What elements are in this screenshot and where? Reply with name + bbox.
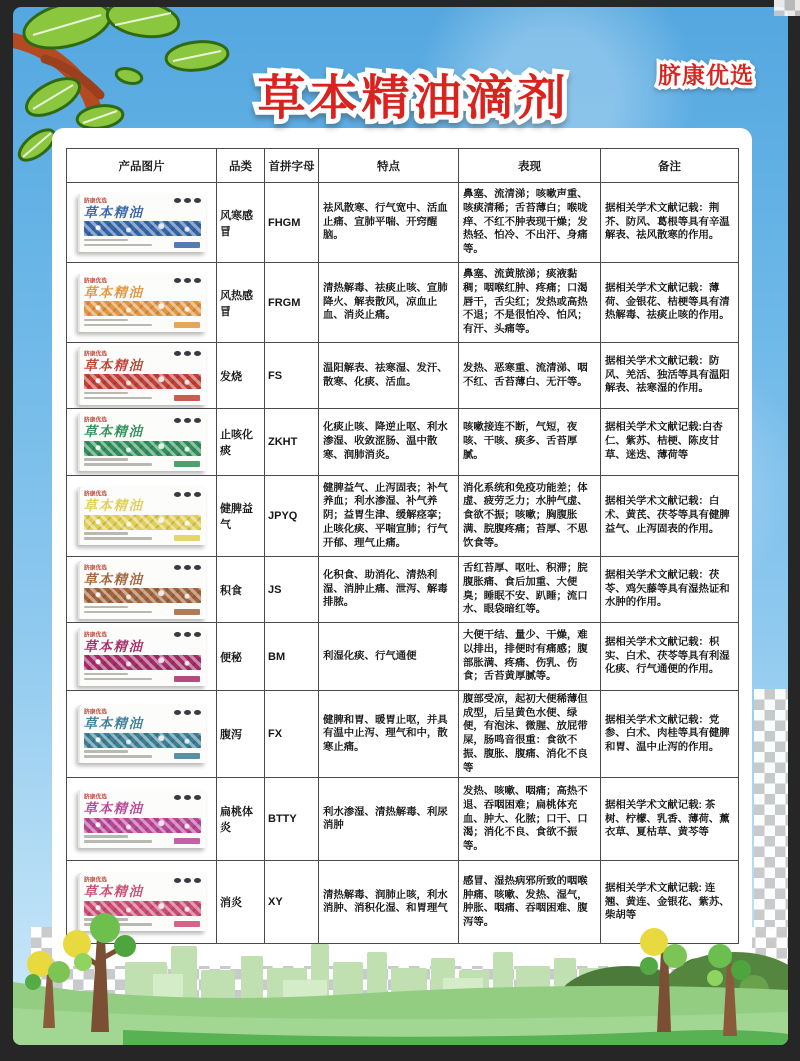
product-box-name: 草本精油 — [83, 571, 144, 587]
table-row — [67, 183, 739, 263]
symptoms-cell: 鼻塞、流黄脓涕；痰液黏稠；咽喉红肿、疼痛；口渴唇干，舌尖红；发热或高热不退；不是很怕冷、怕风；有汗、头痛等。 — [459, 263, 601, 343]
poster-background — [13, 7, 788, 1045]
product-box-ribbon — [174, 676, 200, 682]
product-box-name: 草本精油 — [83, 284, 144, 300]
table-row — [67, 623, 739, 691]
product-box-ribbon — [174, 322, 200, 328]
product-box-dots-icon — [174, 710, 201, 715]
symptoms-cell: 发热、咳嗽、咽痛；高热不退、吞咽困难；扁桃体充血、肿大、化脓；口干、口渴；消化不良、食欲不振等。 — [459, 778, 601, 861]
product-image-cell — [67, 343, 217, 409]
product-box-dots-icon — [174, 351, 201, 356]
features-cell: 化积食、助消化、清热利湿、消肿止痛、泄泻、解毒排脓。 — [319, 557, 459, 623]
product-box — [78, 413, 206, 471]
product-box-dots-icon — [174, 278, 201, 283]
product-box-name: 草本精油 — [83, 357, 144, 373]
column-header-notes: 备注 — [601, 149, 739, 183]
column-header-features: 特点 — [319, 149, 459, 183]
table-header — [67, 149, 739, 183]
product-box-pattern — [84, 818, 201, 833]
product-box-name: 草本精油 — [83, 884, 144, 900]
product-box-brand: 脐康优选 — [83, 794, 107, 801]
symptoms-cell: 发热、恶寒重、流清涕、咽不红、舌苔薄白、无汗等。 — [459, 343, 601, 409]
product-box — [78, 274, 206, 332]
column-header-symptoms: 表现 — [459, 149, 601, 183]
notes-cell: 据相关学术文献记载: 连翘、黄连、金银花、紫苏、柴胡等 — [601, 861, 739, 944]
product-box — [78, 561, 206, 619]
product-box-brand: 脐康优选 — [83, 709, 107, 716]
brand-logo: 脐康优选 脐康优选 — [658, 57, 754, 90]
product-box — [78, 790, 206, 848]
symptoms-cell: 大便干结、量少、干燥，难以排出，排便时有痛感；腹部胀满、疼痛、伤乳、伤食；舌苔黄厚腻等。 — [459, 623, 601, 691]
pinyin-cell: XY — [265, 861, 319, 944]
product-box-name: 草本精油 — [83, 204, 144, 220]
features-cell: 清热解毒、祛痰止咳、宣肺降火、解表散风，凉血止血、消炎止痛。 — [319, 263, 459, 343]
product-box-pattern — [84, 733, 201, 748]
table-row — [67, 691, 739, 778]
product-box-dots-icon — [174, 418, 201, 423]
notes-cell: 据相关学术文献记载：枳实、白术、茯苓等具有利湿化痰、行气通便的作用。 — [601, 623, 739, 691]
product-box-brand: 脐康优选 — [83, 417, 107, 424]
pinyin-cell: ZKHT — [265, 409, 319, 476]
pinyin-cell: JPYQ — [265, 476, 319, 557]
table-body — [67, 183, 739, 944]
product-image-cell — [67, 623, 217, 691]
product-box-pattern — [84, 301, 201, 316]
features-cell: 健脾和胃、暖胃止呕，并具有温中止泻、理气和中，散寒止痛。 — [319, 691, 459, 778]
category-cell: 发烧 — [217, 343, 265, 409]
product-box-name: 草本精油 — [83, 424, 144, 439]
features-cell: 健脾益气、止泻固表；补气养血；利水渗湿、补气养阴；益胃生津、缓解痉挛；止咳化痰、平喘宣肺；行气开郁、理气止痛。 — [319, 476, 459, 557]
column-header-category: 品类 — [217, 149, 265, 183]
product-box — [78, 487, 206, 545]
product-box-brand: 脐康优选 — [83, 278, 107, 284]
notes-cell: 据相关学术文献记载：白术、黄芪、茯苓等具有健脾益气、止泻固表的作用。 — [601, 476, 739, 557]
notes-cell: 据相关学术文献记载：茯苓、鸡矢藤等具有湿热证和水肿的作用。 — [601, 557, 739, 623]
checker-artifact-corner — [774, 0, 800, 16]
product-image-cell — [67, 691, 217, 778]
pinyin-cell: FX — [265, 691, 319, 778]
product-image-cell — [67, 183, 217, 263]
product-box — [78, 628, 206, 686]
table-row — [67, 409, 739, 476]
product-box-ribbon — [174, 395, 200, 401]
product-box-dots-icon — [174, 565, 201, 570]
product-image-cell — [67, 409, 217, 476]
category-cell: 消炎 — [217, 861, 265, 944]
product-box-dots-icon — [174, 198, 201, 203]
landscape-illustration — [13, 910, 788, 1045]
product-image-cell — [67, 476, 217, 557]
category-cell: 便秘 — [217, 623, 265, 691]
symptoms-cell: 腹部受凉，起初大便稀薄但成型，后呈黄色水便、绿便，有泡沫、微腥、放屁带屎，肠鸣音很重：食欲不振、腹胀、腹痛、消化不良等 — [459, 691, 601, 778]
symptoms-cell: 咳嗽接连不断，气短，夜咳、干咳、痰多、舌苔厚腻。 — [459, 409, 601, 476]
product-box-brand: 脐康优选 — [83, 565, 107, 571]
notes-cell: 据相关学术文献记载：党参、白术、肉桂等具有健脾和胃、温中止泻的作用。 — [601, 691, 739, 778]
features-cell: 利水渗湿、清热解毒、利尿消肿 — [319, 778, 459, 861]
category-cell: 风热感冒 — [217, 263, 265, 343]
product-box-name: 草本精油 — [83, 801, 144, 817]
product-box-ribbon — [174, 753, 200, 759]
column-header-product-image: 产品图片 — [67, 149, 217, 183]
product-image-cell — [67, 263, 217, 343]
product-box-pattern — [84, 221, 201, 236]
product-box-pattern — [84, 515, 201, 530]
pinyin-cell: FS — [265, 343, 319, 409]
page-title: 草本精油滴剂 草本精油滴剂 — [257, 59, 569, 128]
product-box — [78, 705, 206, 763]
features-cell: 温阳解表、祛寒湿、发汗、散寒、化痰、活血。 — [319, 343, 459, 409]
symptoms-cell: 感冒、湿热病邪所致的咽喉肿痛、咳嗽、发热、湿气，肿胀、咽痛、吞咽困难、腹泻等。 — [459, 861, 601, 944]
product-box-brand: 脐康优选 — [83, 491, 107, 498]
table-row — [67, 263, 739, 343]
product-box-ribbon — [174, 535, 200, 541]
features-cell: 化痰止咳、降逆止呕、利水渗湿、收敛涩肠、温中散寒、润肺消炎。 — [319, 409, 459, 476]
product-box-ribbon — [174, 609, 200, 615]
product-box-name: 草本精油 — [83, 638, 144, 654]
product-box-pattern — [84, 441, 201, 456]
category-cell: 风寒感冒 — [217, 183, 265, 263]
symptoms-cell: 舌红苔厚、呕吐、积滞；脘腹胀痛、食后加重、大便臭；睡眠不安、趴睡；流口水、眼袋暗红等。 — [459, 557, 601, 623]
category-cell: 扁桃体炎 — [217, 778, 265, 861]
product-box-dots-icon — [174, 795, 201, 800]
table-row — [67, 343, 739, 409]
symptoms-cell: 消化系统和免疫功能差；体虚、疲劳乏力；水肿气虚、食欲不振；咳嗽；胸腹胀满、脘腹疼痛；苔厚、不思饮食等。 — [459, 476, 601, 557]
product-box-pattern — [84, 655, 201, 670]
product-image-cell — [67, 778, 217, 861]
category-cell: 积食 — [217, 557, 265, 623]
notes-cell: 据相关学术文献记载：防风、羌活、独活等具有温阳解表、祛寒湿的作用。 — [601, 343, 739, 409]
product-box-brand: 脐康优选 — [83, 877, 107, 884]
table-row — [67, 557, 739, 623]
category-cell: 健脾益气 — [217, 476, 265, 557]
product-box-brand: 脐康优选 — [83, 632, 107, 638]
product-box-name: 草本精油 — [83, 716, 144, 732]
features-cell: 祛风散寒、行气宽中、活血止痛、宣肺平喘、开窍醒脑。 — [319, 183, 459, 263]
product-box-ribbon — [174, 242, 200, 248]
table-row — [67, 476, 739, 557]
pinyin-cell: FHGM — [265, 183, 319, 263]
product-box-dots-icon — [174, 878, 201, 883]
category-cell: 止咳化痰 — [217, 409, 265, 476]
pinyin-cell: BTTY — [265, 778, 319, 861]
product-box-brand: 脐康优选 — [83, 198, 107, 204]
product-box-dots-icon — [174, 632, 201, 637]
column-header-pinyin: 首拼字母 — [265, 149, 319, 183]
notes-cell: 据相关学术文献记载：薄荷、金银花、桔梗等具有清热解毒、祛痰止咳的作用。 — [601, 263, 739, 343]
table-row — [67, 778, 739, 861]
product-box-name: 草本精油 — [83, 498, 144, 513]
product-box-dots-icon — [174, 492, 201, 497]
notes-cell: 据相关学术文献记载:白杏仁、紫苏、桔梗、陈皮甘草、迷迭、薄荷等 — [601, 409, 739, 476]
notes-cell: 据相关学术文献记载：荆芥、防风、葛根等具有辛温解表、祛风散寒的作用。 — [601, 183, 739, 263]
features-cell: 清热解毒、润肺止咳，利水消肿、消积化湿、和胃理气 — [319, 861, 459, 944]
product-box — [78, 194, 206, 252]
product-box-pattern — [84, 588, 201, 603]
product-box-pattern — [84, 374, 201, 389]
notes-cell: 据相关学术文献记载: 茶树、柠檬、乳香、薄荷、薰衣草、夏枯草、黄芩等 — [601, 778, 739, 861]
product-image-cell — [67, 557, 217, 623]
product-box-ribbon — [174, 461, 200, 467]
category-cell: 腹泻 — [217, 691, 265, 778]
features-cell: 利湿化痰、行气通便 — [319, 623, 459, 691]
pinyin-cell: JS — [265, 557, 319, 623]
product-box — [78, 347, 206, 405]
product-box-brand: 脐康优选 — [83, 351, 107, 357]
product-table — [66, 148, 739, 944]
pinyin-cell: BM — [265, 623, 319, 691]
product-box-ribbon — [174, 838, 200, 844]
symptoms-cell: 鼻塞、流清涕；咳嗽声重、咳痰清稀；舌苔薄白；喉咙痒、不红不肿表现干燥；发热轻、怕冷、不出汗、身痛等。 — [459, 183, 601, 263]
table-panel — [52, 128, 752, 966]
pinyin-cell: FRGM — [265, 263, 319, 343]
